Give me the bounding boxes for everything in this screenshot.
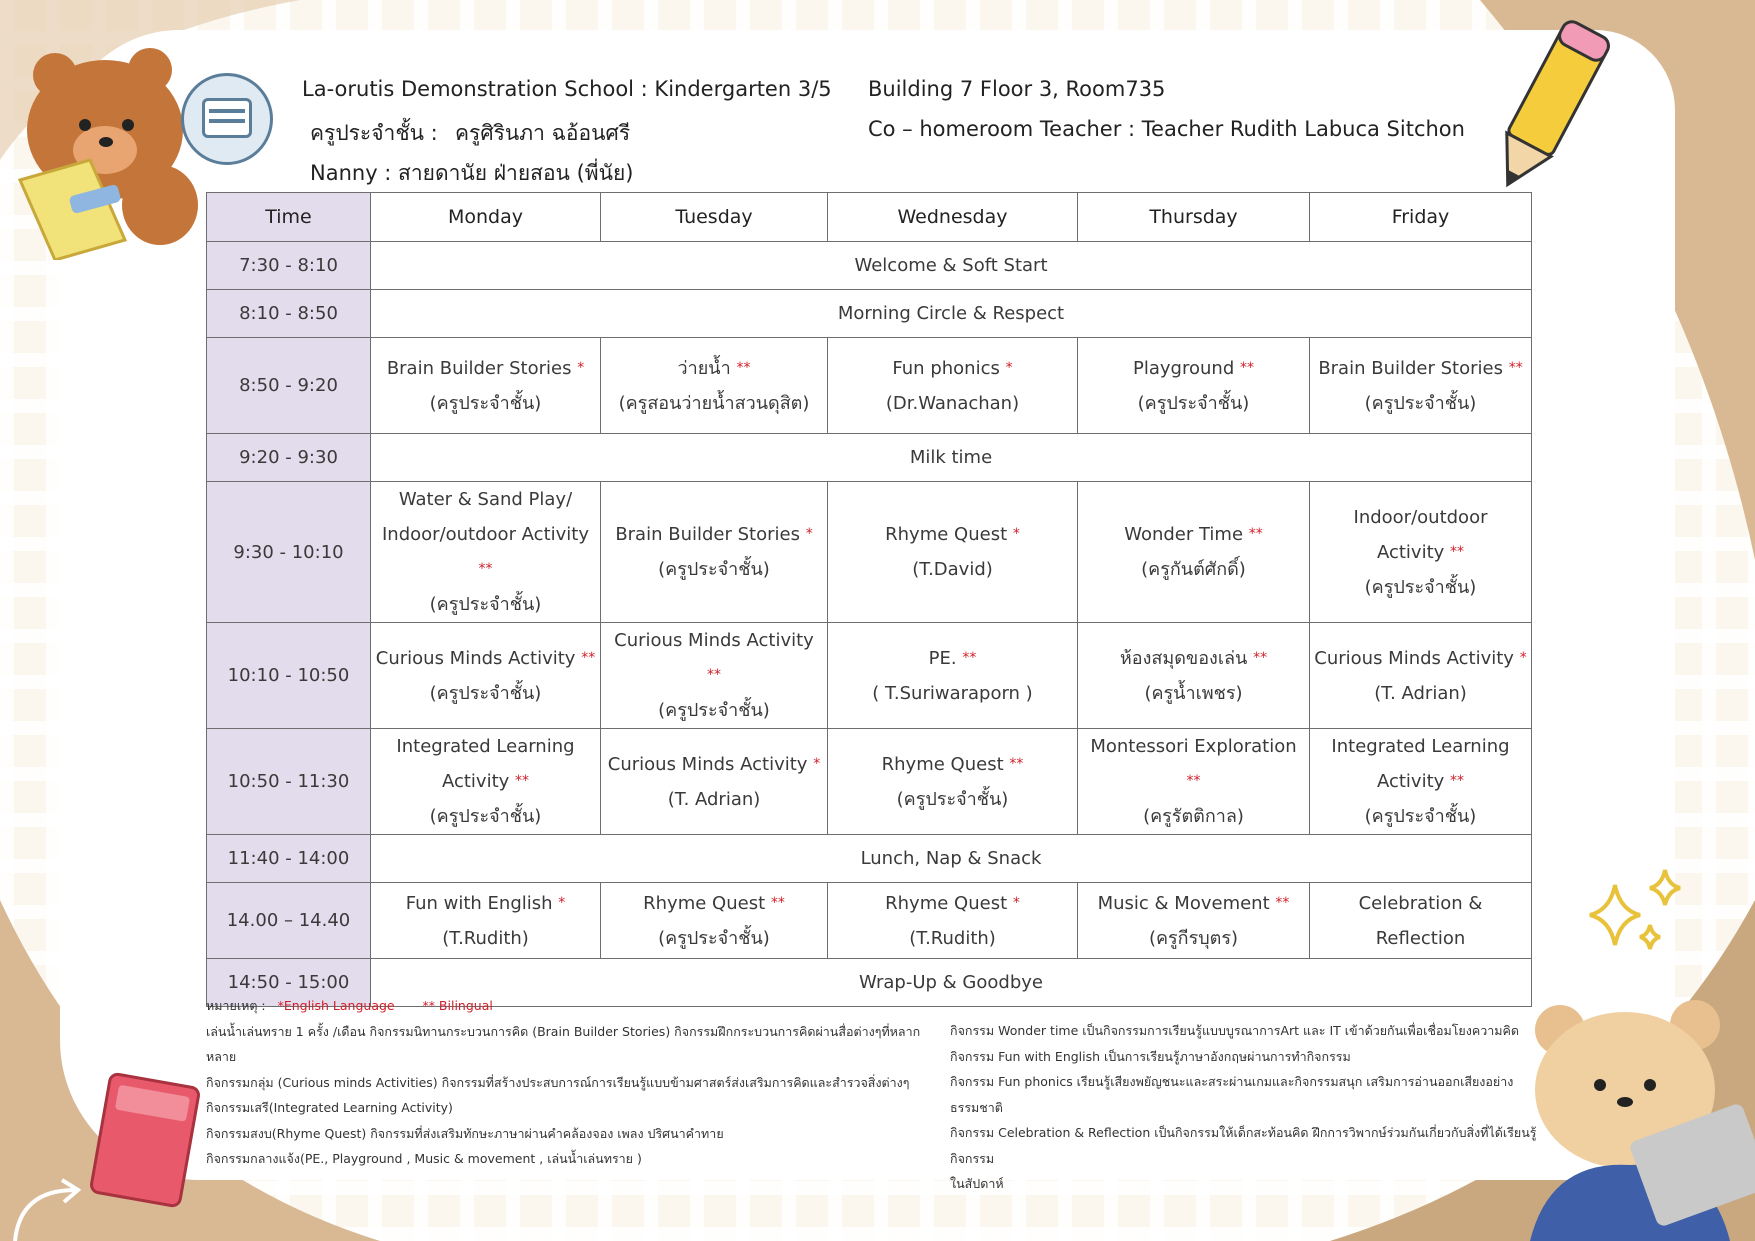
activity-line: Rhyme Quest [881,753,1004,775]
activity-name [605,351,823,386]
activity-line: (ครูประจำชั้น) [1364,392,1477,414]
language-mark: ** [1508,359,1523,376]
activity-name [1314,886,1527,956]
notes-right [950,1018,1550,1197]
all-days-activity: Welcome & Soft Start [371,242,1532,290]
activity-line: (ครูประจำชั้น) [429,682,542,704]
language-mark: ** [1450,773,1465,789]
activity-name [1082,641,1305,676]
activity-cell [371,623,601,729]
activity-cell [1078,883,1310,959]
column-header-monday: Monday [371,193,601,242]
activity-line: (T.Rudith) [909,927,996,949]
activity-name [605,517,823,552]
activity-line: Wonder Time [1124,524,1244,545]
note-item: กิจกรรม Fun with English เป็นการเรียนรู้ภาษาอังกฤษผ่านการทำกิจกรรม [950,1048,1351,1064]
activity-line: (ครูน้ำเพชร) [1144,682,1243,704]
activity-name [605,747,823,782]
column-header-thursday: Thursday [1078,193,1310,242]
activity-teacher [1314,386,1527,421]
activity-cell [601,729,828,835]
language-mark: ** [1450,543,1465,560]
activity-teacher [832,552,1073,587]
activity-teacher [605,693,823,728]
table-row [207,338,1532,434]
activity-line: Water & Sand Play/ [398,489,573,510]
school-title: La-orutis Demonstration School : Kindergarten 3/5 [302,77,832,101]
activity-name [832,517,1073,552]
activity-name [375,641,596,676]
table-row [207,434,1532,482]
activity-line: Brain Builder Stories [386,357,572,379]
co-homeroom-teacher: Co – homeroom Teacher : Teacher Rudith Labuca Sitchon [868,117,1465,141]
time-slot: 11:40 - 14:00 [207,835,371,883]
note-item: กิจกรรม Celebration & Reflection เป็นกิจกรรมให้เด็กสะท้อนคิด ฝึกการวิพากษ์ร่วมกันเกี่ยวกับสิ่งที่ได้เรียนรู้กิจกรรม [950,1125,1537,1166]
activity-cell [1310,623,1532,729]
language-mark: ** [770,894,785,911]
legend-label: หมายเหตุ : [206,998,266,1013]
activity-line: Montessori Exploration [1090,736,1297,757]
activity-teacher [605,386,823,421]
note-item: กิจกรรม Fun phonics เรียนรู้เสียงพยัญชนะและสระผ่านเกมและกิจกรรมสนุก เสริมการอ่านออกเสียงอย่างธรรมชาติ [950,1074,1514,1115]
activity-line: ว่ายน้ำ [677,357,731,379]
activity-name [375,351,596,386]
table-row [207,482,1532,623]
activity-teacher [832,386,1073,421]
activity-line: Curious Minds Activity [607,753,808,775]
language-mark: * [577,359,585,376]
nanny-info: Nanny : สายดานัย ฝ่ายสอน (พี่นัย) [310,161,634,185]
language-mark: ** [1275,894,1290,911]
activity-teacher [375,799,596,834]
activity-line: Brain Builder Stories [615,524,800,545]
language-mark: ** [962,649,977,666]
activity-teacher [605,782,823,817]
note-item: กิจกรรมกลุ่ม (Curious minds Activities) กิจกรรมที่สร้างประสบการณ์การเรียนรู้แบบข้ามศาสตร์ส่งเสริมการคิดและสำรวจสิ่งต่างๆ [206,1074,910,1090]
school-logo [181,73,273,165]
activity-line: (ครูประจำชั้น) [658,927,770,949]
activity-line: Fun with English [405,892,553,914]
activity-teacher [1082,676,1305,711]
activity-line: (ครูกีรบุตร) [1148,927,1239,949]
activity-name [1082,886,1305,921]
activity-line: (ครูประจำชั้น) [429,806,542,827]
note-item: กิจกรรมเสรี(Integrated Learning Activity) [206,1100,453,1115]
language-mark: ** [1253,649,1268,666]
homeroom-teacher: ครูศิรินภา ฉอ้อนศรี [455,121,631,145]
note-item: เล่นน้ำเล่นทราย 1 ครั้ง /เดือน กิจกรรมนิทานกระบวนการคิด (Brain Builder Stories) กิจกรรมฝึกกระบวนการคิดผ่านสื่อต่างๆที่หลากหลาย [206,1023,921,1064]
activity-name [375,886,596,921]
activity-teacher [1314,799,1527,834]
activity-cell [828,623,1078,729]
notes-left [206,993,946,1172]
red-book-icon [85,1070,205,1210]
activity-cell [1310,883,1532,959]
activity-cell [1078,729,1310,835]
time-slot: 7:30 - 8:10 [207,242,371,290]
activity-name [1314,500,1527,535]
all-days-activity: Milk time [371,434,1532,482]
activity-cell [371,482,601,623]
table-row [207,623,1532,729]
all-days-activity: Lunch, Nap & Snack [371,835,1532,883]
activity-cell [601,623,828,729]
activity-teacher [832,782,1073,817]
activity-name [1314,641,1527,676]
note-item: กิจกรรมกลางแจ้ง(PE., Playground , Music & movement , เล่นน้ำเล่นทราย ) [206,1151,642,1166]
column-header-tuesday: Tuesday [601,193,828,242]
activity-line: (T.David) [912,559,993,580]
activity-teacher [375,676,596,711]
column-header-wednesday: Wednesday [828,193,1078,242]
activity-cell [601,338,828,434]
activity-cell [828,482,1078,623]
time-slot: 9:30 - 10:10 [207,482,371,623]
legend-english: *English Language [277,998,395,1013]
activity-teacher [375,587,596,622]
activity-name [832,886,1073,921]
language-mark: ** [515,773,530,789]
column-header-time: Time [207,193,371,242]
activity-name [1082,351,1305,386]
activity-name [1314,351,1527,386]
activity-line: Activity [441,771,510,792]
legend-line [206,993,946,1019]
activity-cell [601,482,828,623]
table-row [207,835,1532,883]
activity-name [1082,517,1305,552]
activity-name [1314,764,1527,799]
activity-teacher [832,676,1073,711]
activity-line: Integrated Learning [396,736,575,757]
time-slot: 14:50 - 15:00 [207,959,371,1007]
activity-name [832,747,1073,782]
language-mark: ** [1186,773,1201,789]
schedule-table [206,192,1532,1007]
time-slot: 10:10 - 10:50 [207,623,371,729]
language-mark: ** [1239,359,1254,376]
time-slot: 8:10 - 8:50 [207,290,371,338]
activity-cell [828,883,1078,959]
activity-line: Rhyme Quest [643,892,766,914]
activity-line: ( T.Suriwaraporn ) [872,682,1033,704]
activity-cell [601,883,828,959]
activity-line: (ครูประจำชั้น) [658,700,770,721]
activity-cell [828,729,1078,835]
activity-line: (T.Rudith) [442,927,529,949]
activity-line: (T. Adrian) [1374,682,1467,704]
activity-line: (ครูกันต์ศักดิ์) [1141,559,1246,580]
activity-teacher [1082,921,1305,956]
table-row [207,883,1532,959]
note-item: กิจกรรมสงบ(Rhyme Quest) กิจกรรมที่ส่งเสริมทักษะภาษาผ่านคำคล้องจอง เพลง ปริศนาคำทาย [206,1125,724,1141]
activity-teacher [605,552,823,587]
language-mark: * [1012,526,1020,542]
activity-teacher [1314,676,1527,711]
activity-teacher [832,921,1073,956]
activity-teacher [375,386,596,421]
building-info: Building 7 Floor 3, Room735 [868,77,1166,101]
activity-name [375,729,596,764]
activity-cell [1310,338,1532,434]
activity-teacher [1082,552,1305,587]
activity-line: Music & Movement [1097,892,1270,914]
activity-cell [1078,338,1310,434]
activity-line: (ครูประจำชั้น) [1364,806,1477,827]
activity-line: (ครูประจำชั้น) [1137,392,1250,414]
activity-line: Rhyme Quest [885,524,1008,545]
activity-cell [1078,482,1310,623]
activity-cell [1078,623,1310,729]
activity-line: ห้องสมุดของเล่น [1119,647,1248,669]
language-mark: ** [707,667,721,683]
curved-arrow-icon [0,1170,90,1241]
activity-name [375,517,596,587]
activity-line: (Dr.Wanachan) [885,392,1020,414]
activity-line: Curious Minds Activity [375,647,576,669]
activity-line: Playground [1133,357,1235,379]
language-mark: * [558,894,566,911]
sparkle-icon [1585,865,1695,965]
activity-cell [371,883,601,959]
time-slot: 8:50 - 9:20 [207,338,371,434]
activity-line: PE. [928,647,957,669]
activity-name [375,482,596,517]
activity-teacher [1314,570,1527,605]
activity-line: (ครูประจำชั้น) [1364,576,1477,598]
activity-line: (T. Adrian) [667,788,761,810]
activity-name [832,351,1073,386]
language-mark: ** [736,359,751,376]
activity-line: (ครูประจำชั้น) [896,788,1009,810]
column-header-friday: Friday [1310,193,1532,242]
pencil-icon [1465,10,1635,200]
language-mark: * [1519,649,1527,666]
table-header-row [207,193,1532,242]
note-item: กิจกรรม Wonder time เป็นกิจกรรมการเรียนรู้แบบบูรณาการArt และ IT เข้าด้วยกันเพื่อเชื่อมโยงความคิด [950,1023,1519,1038]
activity-cell [1310,482,1532,623]
table-row [207,729,1532,835]
activity-line: Fun phonics [892,357,1000,379]
language-mark: ** [1009,755,1024,772]
language-mark: * [1005,359,1013,376]
table-row [207,242,1532,290]
activity-teacher [375,921,596,956]
time-slot: 10:50 - 11:30 [207,729,371,835]
activity-teacher [1082,386,1305,421]
activity-line: Rhyme Quest [885,892,1008,914]
language-mark: * [813,755,821,772]
activity-line: (ครูสอนว่ายน้ำสวนดุสิต) [618,392,810,414]
activity-line: Activity [1376,541,1445,563]
activity-line: Celebration & Reflection [1358,892,1483,949]
activity-name [832,641,1073,676]
activity-line: Integrated Learning [1331,736,1510,757]
activity-cell [1310,729,1532,835]
activity-teacher [605,921,823,956]
activity-line: Indoor/outdoor [1353,506,1488,528]
activity-line: (ครูประจำชั้น) [429,392,542,414]
activity-teacher [1082,799,1305,834]
note-item: ในสัปดาห์ [950,1176,1004,1191]
all-days-activity: Wrap-Up & Goodbye [371,959,1532,1007]
activity-line: Indoor/outdoor Activity [382,524,589,545]
language-mark: ** [478,561,493,577]
activity-name [1314,729,1527,764]
activity-cell [828,338,1078,434]
time-slot: 14.00 – 14.40 [207,883,371,959]
activity-cell [371,338,601,434]
activity-name [1082,729,1305,799]
language-mark: * [1012,894,1020,911]
homeroom-label: ครูประจำชั้น : [310,121,438,145]
activity-name [605,886,823,921]
language-mark: ** [1248,526,1263,542]
activity-line: Brain Builder Stories [1318,357,1503,379]
activity-name [605,623,823,693]
activity-line: Curious Minds Activity [614,630,814,651]
activity-line: Curious Minds Activity [1314,647,1514,669]
time-slot: 9:20 - 9:30 [207,434,371,482]
bear-with-book-icon [10,30,200,260]
activity-name [1314,535,1527,570]
activity-line: Activity [1376,771,1445,792]
activity-name [375,764,596,799]
activity-line: (ครูประจำชั้น) [658,559,770,580]
all-days-activity: Morning Circle & Respect [371,290,1532,338]
activity-line: (ครูประจำชั้น) [429,594,542,615]
activity-cell [371,729,601,835]
table-row [207,290,1532,338]
language-mark: * [805,526,813,542]
legend-bilingual: ** Bilingual [422,998,493,1013]
activity-line: (ครูรัตติกาล) [1143,806,1244,827]
bear-with-laptop-icon [1520,990,1755,1241]
language-mark: ** [581,649,596,666]
